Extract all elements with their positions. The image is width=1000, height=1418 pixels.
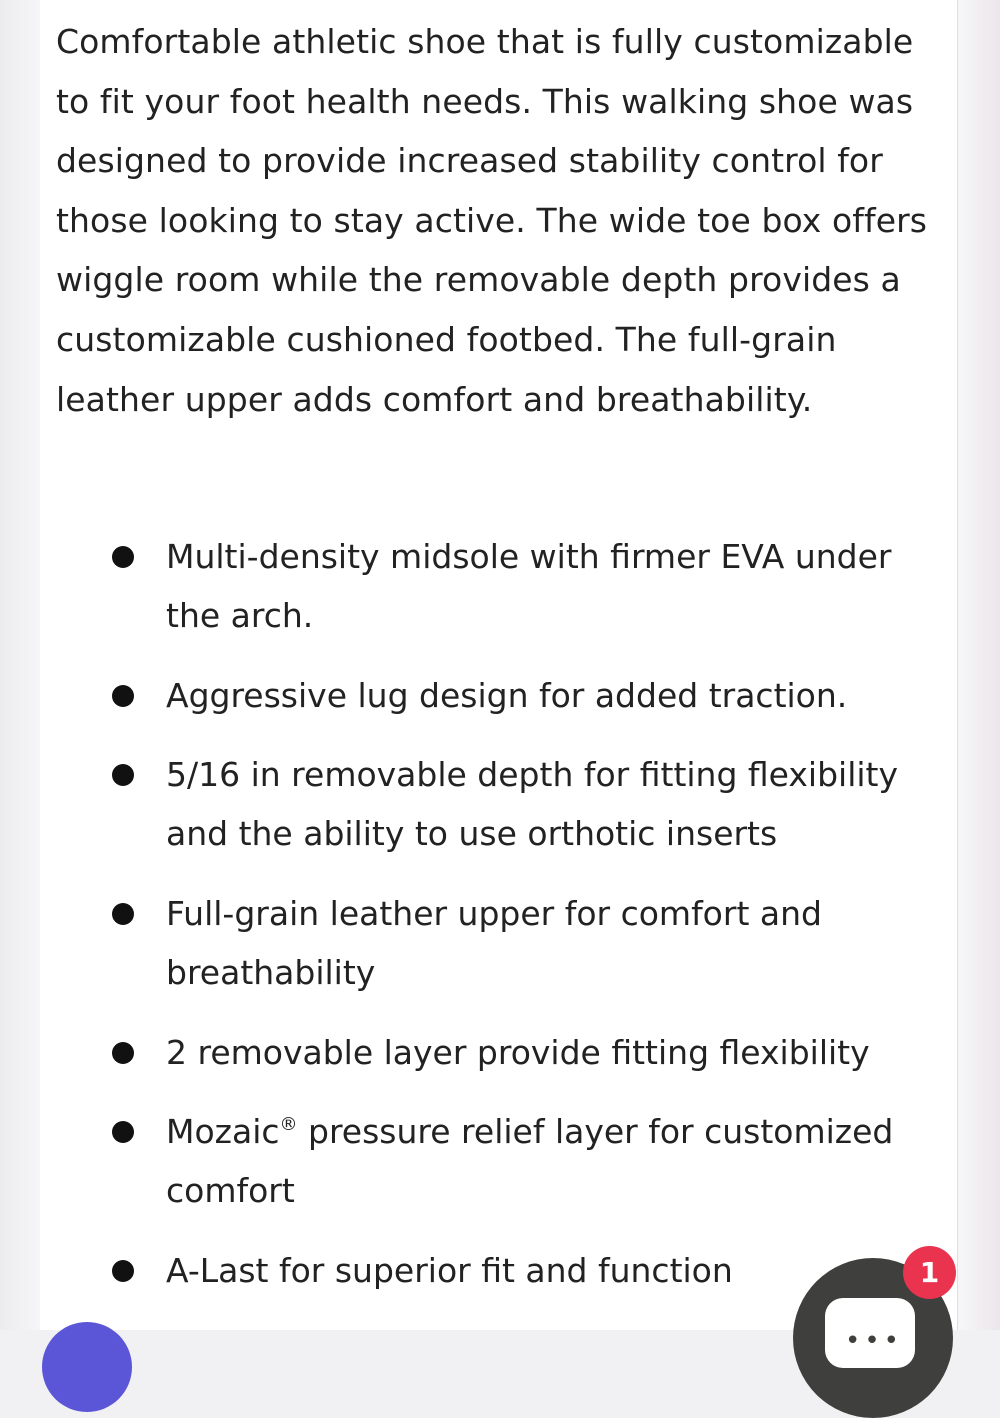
mozaic-description: pressure relief layer for customized comfort [166, 1112, 894, 1210]
feature-text: Aggressive lug design for added traction. [166, 676, 848, 715]
list-item [112, 527, 932, 645]
bullet-icon [112, 764, 134, 786]
product-description: Comfortable athletic shoe that is fully customizable to fit your foot health needs. This walking shoe was designed to provide increased stability control for those looking to stay active. The wide toe box offers wiggle room while the removable depth provides a customizable cushioned footbed. The full-grain leather upper adds comfort and breathability. [56, 22, 928, 419]
notification-badge: 1 [903, 1246, 956, 1299]
list-item [112, 1102, 932, 1220]
list-item [112, 884, 932, 1002]
bullet-icon [112, 685, 134, 707]
bullet-icon [112, 546, 134, 568]
bullet-icon [112, 1042, 134, 1064]
feature-text: Multi-density midsole with firmer EVA under the arch. [166, 537, 892, 635]
registered-mark: ® [279, 1114, 298, 1135]
list-item [112, 666, 932, 725]
bullet-icon [112, 1121, 134, 1143]
chat-bubble-icon [825, 1298, 915, 1368]
feature-text: A-Last for superior fit and function [166, 1251, 733, 1290]
feature-text: 2 removable layer provide fitting flexibility [166, 1033, 870, 1072]
bullet-icon [112, 1260, 134, 1282]
list-item [112, 745, 932, 863]
feature-text: Full-grain leather upper for comfort and breathability [166, 894, 822, 992]
mozaic-name: Mozaic [166, 1112, 280, 1151]
list-item [112, 1023, 932, 1082]
ellipsis-icon: ••• [845, 1326, 904, 1356]
accessibility-button[interactable] [42, 1322, 132, 1412]
feature-text [166, 1102, 932, 1220]
feature-text: 5/16 in removable depth for fitting flexibility and the ability to use orthotic inserts [166, 755, 899, 853]
bullet-icon [112, 903, 134, 925]
